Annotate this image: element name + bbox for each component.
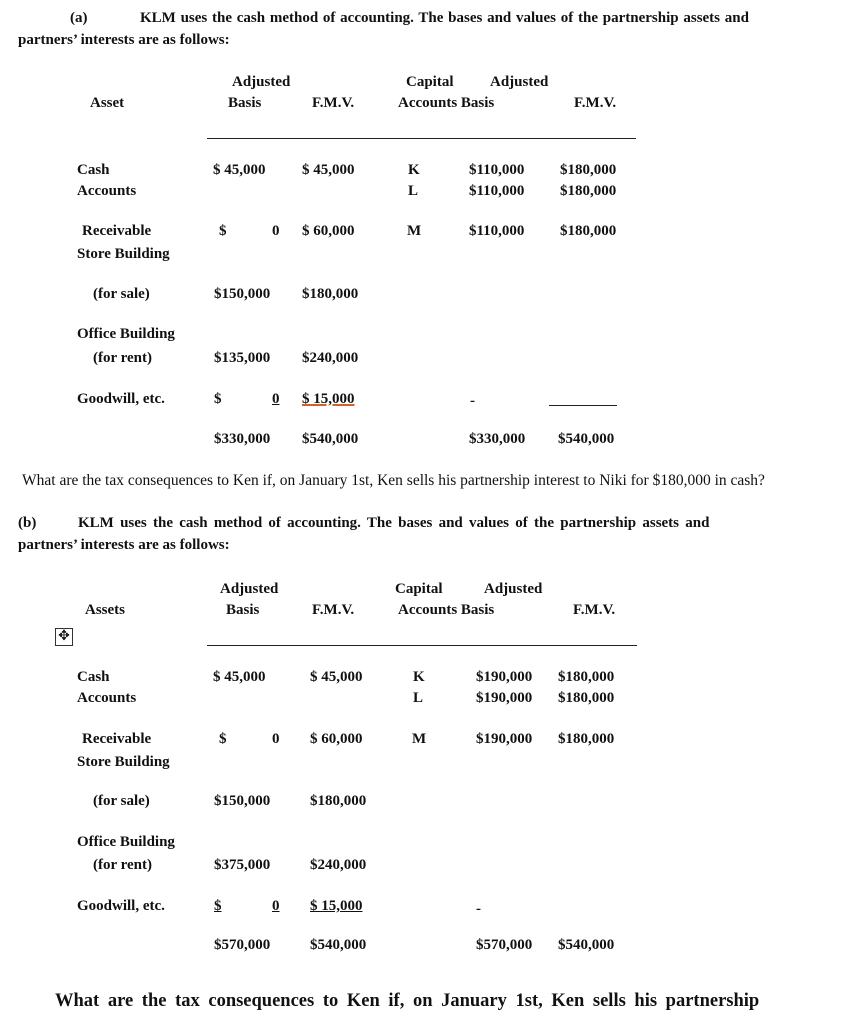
row-label: (for rent) [93, 857, 153, 873]
total-fmv: $540,000 [302, 431, 359, 447]
cell-cap-basis: $110,000 [469, 162, 525, 178]
cell-basis: 0 [272, 223, 280, 239]
row-label: Cash [77, 162, 110, 178]
cell-cap-basis: $190,000 [476, 690, 533, 706]
header-asset: Assets [85, 602, 125, 618]
total-cap-fmv: $540,000 [558, 431, 615, 447]
total-cap-basis: $330,000 [469, 431, 526, 447]
cell-basis: 0 [272, 731, 280, 747]
row-label: (for rent) [93, 350, 153, 366]
header-fmv-2: F.M.V. [574, 95, 617, 111]
cell-fmv: $ 15,000 [302, 391, 355, 407]
partner-l: L [413, 690, 424, 706]
total-basis: $330,000 [214, 431, 271, 447]
partner-l: L [408, 183, 419, 199]
cell-cap-fmv: $180,000 [558, 669, 615, 685]
cell-cap-fmv: $180,000 [560, 162, 617, 178]
row-label: Goodwill, etc. [77, 898, 165, 914]
cell-cap-basis: - [470, 393, 475, 409]
row-label: Cash [77, 669, 110, 685]
header-capital: Capital [406, 74, 454, 90]
cell-fmv: $ 45,000 [310, 669, 363, 685]
section-a-label: (a) [70, 10, 88, 26]
cell-basis: 0 [272, 391, 280, 407]
partner-k: K [408, 162, 420, 178]
cell-fmv: $ 45,000 [302, 162, 355, 178]
cell-fmv: $ 60,000 [310, 731, 363, 747]
total-rule [549, 405, 617, 406]
cell-cap-fmv: $180,000 [560, 223, 617, 239]
cell-cap-basis: - [476, 901, 481, 917]
row-label: Office Building [77, 834, 175, 850]
total-cap-basis: $570,000 [476, 937, 533, 953]
header-asset: Asset [90, 95, 125, 111]
row-label: Store Building [77, 754, 170, 770]
cell-cap-basis: $190,000 [476, 731, 533, 747]
cell-basis: $ 45,000 [213, 669, 266, 685]
header-accounts-basis: Accounts Basis [398, 602, 495, 618]
row-label: Store Building [77, 246, 170, 262]
cell-basis: $135,000 [214, 350, 271, 366]
header-adjusted: Adjusted [232, 74, 291, 90]
cell-basis: $ 45,000 [213, 162, 266, 178]
header-fmv-2: F.M.V. [573, 602, 616, 618]
row-label: Receivable [82, 223, 152, 239]
section-b-intro: KLM uses the cash method of accounting. The bases and values of the partnership assets and [78, 515, 710, 531]
section-b-question: What are the tax consequences to Ken if, on January 1st, Ken sells his partnership [55, 991, 760, 1011]
header-fmv: F.M.V. [312, 602, 355, 618]
row-label: Goodwill, etc. [77, 391, 165, 407]
cell-basis: $150,000 [214, 286, 271, 302]
section-a-intro: KLM uses the cash method of accounting. The bases and values of the partnership assets and [140, 10, 749, 26]
cell-fmv: $180,000 [302, 286, 359, 302]
cell-cap-basis: $110,000 [469, 183, 525, 199]
cell-basis: $375,000 [214, 857, 271, 873]
header-adjusted: Adjusted [220, 581, 279, 597]
total-cap-fmv: $540,000 [558, 937, 615, 953]
cell-fmv: $240,000 [310, 857, 367, 873]
cell-basis: 0 [272, 898, 280, 914]
header-accounts-basis: Accounts Basis [398, 95, 495, 111]
cell-cap-fmv: $180,000 [558, 731, 615, 747]
cell-basis-sign: $ [219, 731, 227, 747]
cell-fmv: $240,000 [302, 350, 359, 366]
header-adjusted-2: Adjusted [484, 581, 543, 597]
header-rule [207, 138, 636, 139]
section-b-label: (b) [18, 515, 37, 531]
partner-k: K [413, 669, 425, 685]
cell-basis-sign: $ [214, 391, 222, 407]
header-basis: Basis [228, 95, 262, 111]
header-capital: Capital [395, 581, 443, 597]
cell-fmv: $ 60,000 [302, 223, 355, 239]
row-label: Office Building [77, 326, 175, 342]
header-adjusted-2: Adjusted [490, 74, 549, 90]
move-handle-icon[interactable]: ✥ [55, 628, 73, 646]
total-fmv: $540,000 [310, 937, 367, 953]
row-label: Receivable [82, 731, 152, 747]
header-basis: Basis [226, 602, 260, 618]
row-label: Accounts [77, 183, 137, 199]
cell-cap-basis: $190,000 [476, 669, 533, 685]
cell-cap-fmv: $180,000 [558, 690, 615, 706]
section-a-question: What are the tax consequences to Ken if, on January 1st, Ken sells his partnership interest to Niki for $180,000 in cash? [22, 472, 765, 489]
row-label: (for sale) [93, 793, 150, 809]
row-label: (for sale) [93, 286, 150, 302]
section-b-intro-2: partners’ interests are as follows: [18, 537, 230, 553]
cell-fmv: $180,000 [310, 793, 367, 809]
cell-fmv: $ 15,000 [310, 898, 363, 914]
cell-cap-basis: $110,000 [469, 223, 525, 239]
cell-cap-fmv: $180,000 [560, 183, 617, 199]
partner-m: M [412, 731, 427, 747]
cell-basis: $150,000 [214, 793, 271, 809]
partner-m: M [407, 223, 422, 239]
section-a-intro-2: partners’ interests are as follows: [18, 32, 230, 48]
header-fmv: F.M.V. [312, 95, 355, 111]
row-label: Accounts [77, 690, 137, 706]
cell-basis-sign: $ [214, 898, 222, 914]
cell-basis-sign: $ [219, 223, 227, 239]
total-basis: $570,000 [214, 937, 271, 953]
header-rule [207, 645, 637, 646]
